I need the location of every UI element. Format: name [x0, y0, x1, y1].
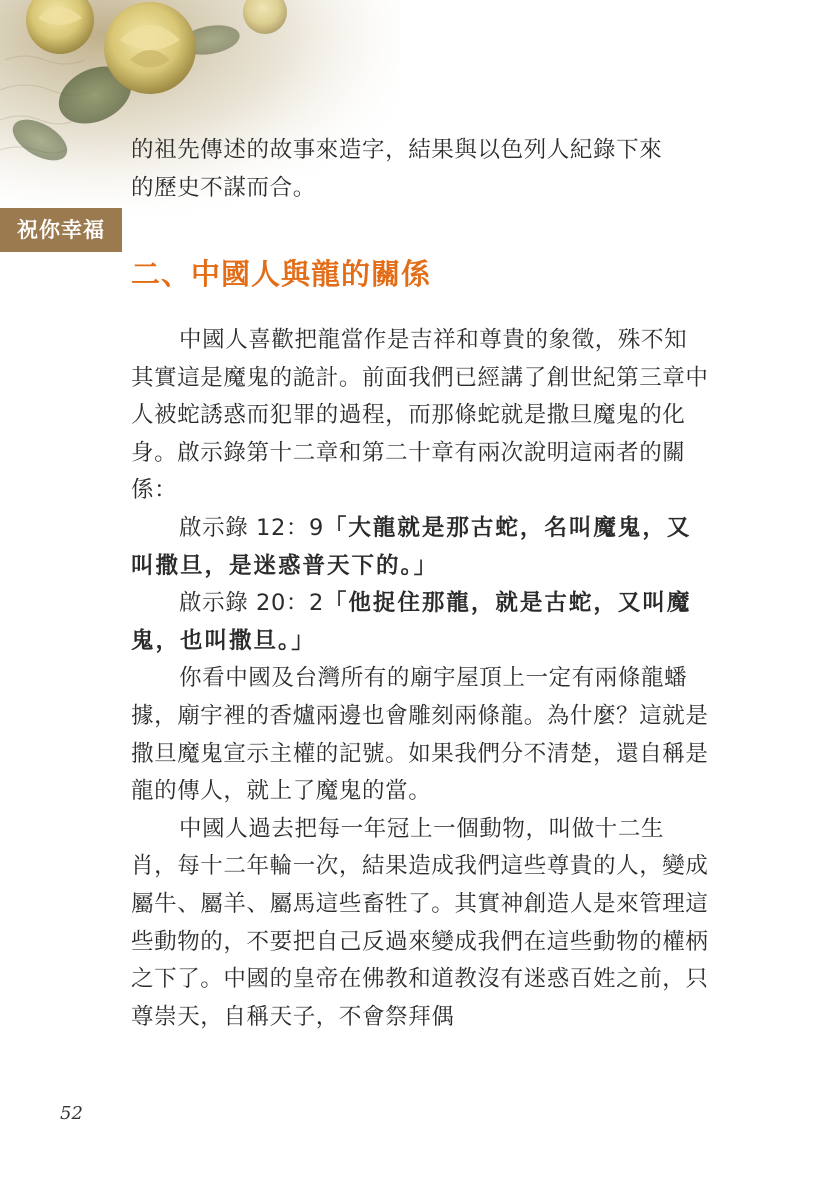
paragraph-3: 中國人過去把每一年冠上一個動物，叫做十二生肖，每十二年輪一次，結果造成我們這些尊貴的人，變成屬牛、屬羊、屬馬這些畜牲了。其實神創造人是來管理這些動物的，不要把自己反過來變成我們在這些動物的權柄之下了。中國的皇帝在佛教和道教沒有迷惑百姓之前，只尊崇天，自稱天子，不會祭拜偶 — [131, 815, 709, 1030]
quote-2 — [131, 585, 709, 660]
quote-1-text: 「大龍就是那古蛇，名叫魔鬼，又叫撒旦，是迷惑普天下的。」 — [131, 514, 692, 579]
intro-line-1: 的祖先傳述的故事來造字，結果與以色列人紀錄下來 — [131, 137, 663, 163]
section-title: 二、中國人與龍的關係 — [131, 257, 432, 291]
page-number: 52 — [60, 1103, 83, 1124]
quote-2-text: 「他捉住那龍，就是古蛇，又叫魔鬼，也叫撒旦。」 — [131, 590, 692, 654]
intro-line-2: 的歷史不謀而合。 — [131, 174, 316, 201]
paragraph-2: 你看中國及台灣所有的廟宇屋頂上一定有兩條龍蟠據，廟宇裡的香爐兩邊也會雕刻兩條龍。為什麼？這就是撒旦魔鬼宣示主權的記號。如果我們分不清楚，還自稱是龍的傳人，就上了魔鬼的當。 — [131, 665, 709, 805]
section-tab: 祝你幸福 — [0, 208, 122, 252]
paragraph-1: 中國人喜歡把龍當作是吉祥和尊貴的象徵，殊不知其實這是魔鬼的詭計。前面我們已經講了創世紀第三章中人被蛇誘惑而犯罪的過程，而那條蛇就是撒旦魔鬼的化身。啟示錄第十二章和第二十章有兩次說明這兩者的關係： — [131, 327, 709, 504]
quote-1-ref: 啟示錄 12：9 — [179, 514, 324, 541]
intro-text — [131, 132, 709, 207]
quote-1 — [131, 510, 709, 585]
body-text — [131, 322, 709, 1036]
quote-2-ref: 啟示錄 20：2 — [179, 590, 324, 617]
